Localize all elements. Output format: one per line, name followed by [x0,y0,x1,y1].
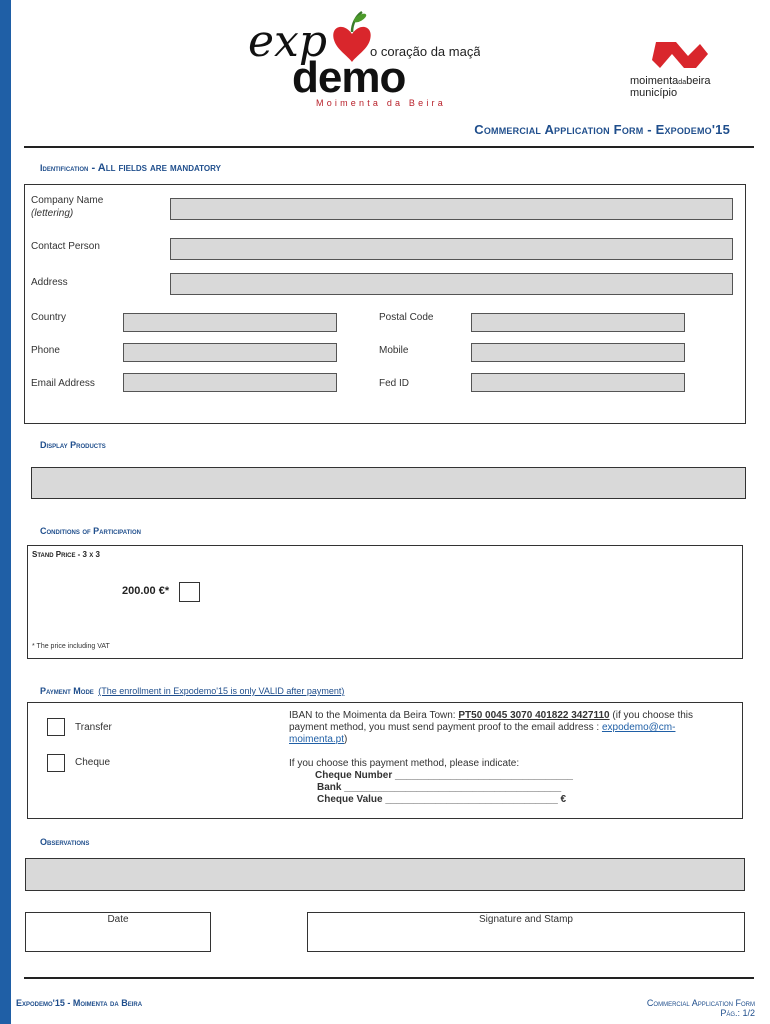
expodemo-logo [240,4,480,110]
display-products-heading: Display Products [40,440,106,450]
footer-divider [24,977,754,979]
signature-box[interactable] [307,912,745,952]
iban-number: PT50 0045 3070 401822 3427110 [458,710,610,721]
cheque-intro: If you choose this payment method, please indicate: [289,758,520,769]
phone-input[interactable] [123,343,337,362]
form-title: Commercial Application Form - Expodemo'15 [474,122,730,137]
municipality-logo [626,40,746,102]
cheque-number-line: Cheque Number ________________________________ [315,770,573,781]
transfer-checkbox[interactable] [47,718,65,736]
email-label: Email Address [31,378,95,389]
contact-person-input[interactable] [170,238,733,260]
date-label: Date [107,914,129,925]
bank-line: Bank _______________________________________ [317,782,562,793]
fed-id-input[interactable] [471,373,685,392]
identification-heading: Identification - All fields are mandatory [40,162,221,174]
signature-label: Signature and Stamp [479,914,573,925]
mobile-input[interactable] [471,343,685,362]
company-name-label: Company Name [31,195,104,206]
phone-label: Phone [31,345,60,356]
payment-heading-note: (The enrollment in Expodemo'15 is only VALID after payment) [98,686,345,696]
municipality-name-1: moimenta [630,75,679,87]
payment-heading: Payment Mode (The enrollment in Expodemo'15 is only VALID after payment) [40,686,345,696]
date-box[interactable] [25,912,211,952]
cheque-label: Cheque [75,757,111,768]
municipality-name-da: da [678,79,687,86]
stand-price-label: Stand Price - 3 x 3 [32,550,100,559]
logo-demo-text: demo [292,53,406,102]
contact-person-label: Contact Person [31,241,100,252]
address-input[interactable] [170,273,733,295]
municipality-sub: município [630,87,678,99]
title-divider [24,146,754,148]
svg-text:moimentadabeira [630,75,711,87]
vat-footnote: * The price including VAT [32,643,110,650]
cheque-checkbox[interactable] [47,754,65,772]
observations-heading: Observations [40,837,90,847]
conditions-heading: Conditions of Participation [40,526,141,536]
company-name-sublabel: (lettering) [31,208,74,219]
municipality-name-2: beira [686,75,711,87]
logo-tagline-text: o coração da maçã [370,44,480,59]
postal-code-label: Postal Code [379,312,434,323]
payment-box [27,702,743,819]
country-input[interactable] [123,313,337,332]
postal-code-input[interactable] [471,313,685,332]
conditions-box [27,545,743,659]
email-link[interactable]: expodemo@cm-moimenta.pt [289,722,676,745]
municipality-emblem-icon [652,42,708,68]
transfer-label: Transfer [75,722,112,733]
price-value: 200.00 €* [122,585,170,597]
stand-price-checkbox[interactable] [179,582,200,602]
display-products-input[interactable] [31,467,746,499]
logo-exp-text: exp [248,16,328,67]
address-label: Address [31,277,68,288]
logo-sub-text: Moimenta da Beira [316,98,446,108]
observations-input[interactable] [25,858,745,891]
email-input[interactable] [123,373,337,392]
company-name-input[interactable] [170,198,733,220]
identification-box [24,184,746,424]
iban-text: IBAN to the Moimenta da Beira Town: PT50 0045 3070 401822 3427110 (if you choose this payment method, you must send payment proof to the email address : expodemo@cm-moimenta.pt) [289,710,693,745]
mobile-label: Mobile [379,345,409,356]
footer-right: Commercial Application Form Pág.: 1/2 [646,998,755,1018]
left-sidebar-bar [0,0,11,1024]
fed-id-label: Fed ID [379,378,410,389]
cheque-value-line: Cheque Value _______________________________ € [317,794,567,805]
country-label: Country [31,312,67,323]
footer-left: Expodemo'15 - Moimenta da Beira [16,998,143,1008]
